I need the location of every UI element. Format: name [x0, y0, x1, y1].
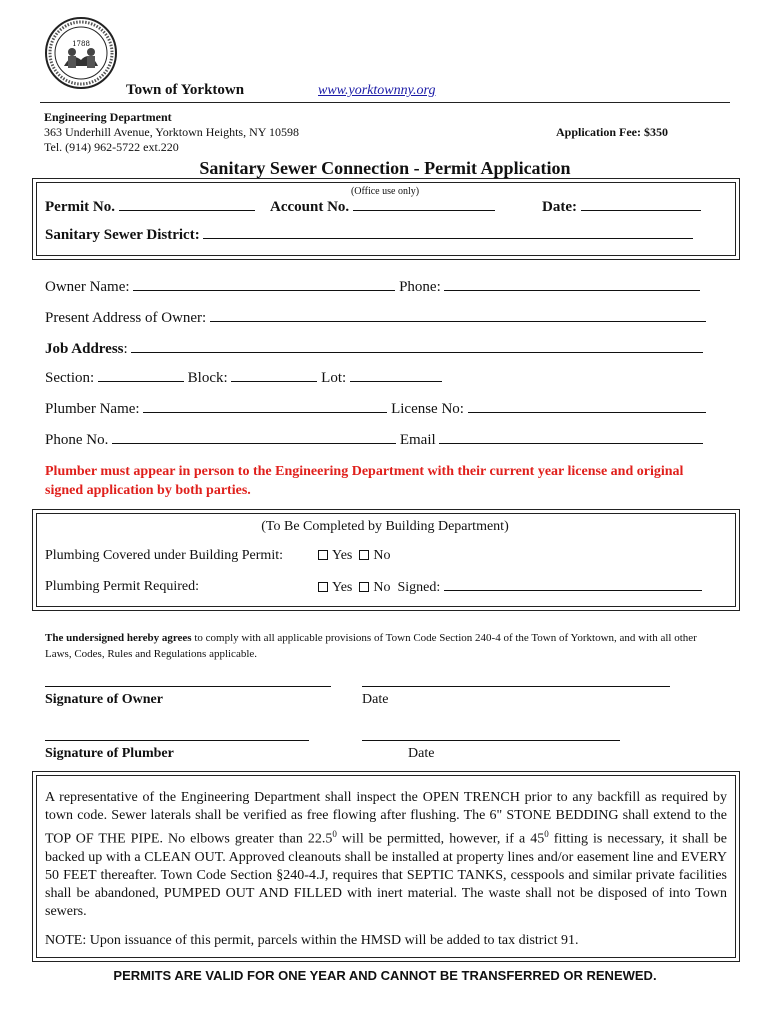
office-date-field[interactable]	[542, 199, 701, 216]
account-number-line[interactable]	[353, 199, 495, 211]
sewer-district-line[interactable]	[203, 227, 693, 239]
agreement-text	[45, 630, 725, 662]
required-no-label: No	[373, 580, 391, 595]
office-date-label: Date:	[542, 199, 577, 215]
section-label: Section:	[45, 370, 95, 386]
plumber-email-line[interactable]	[439, 432, 703, 444]
account-number-field[interactable]	[270, 199, 495, 216]
plumber-contact-row	[45, 432, 703, 449]
department-phone: Tel. (914) 962-5722 ext.220	[44, 140, 179, 154]
present-address-line[interactable]	[210, 310, 706, 322]
lot-line[interactable]	[350, 370, 442, 382]
present-address-row	[45, 310, 706, 327]
covered-no-label: No	[373, 548, 391, 563]
plumber-signature-line[interactable]	[45, 729, 309, 745]
plumber-signature-label: Signature of Plumber	[45, 746, 174, 761]
permit-number-label: Permit No.	[45, 199, 115, 215]
plumber-date-label: Date	[408, 746, 435, 761]
plumber-phone-label: Phone No.	[45, 432, 109, 448]
permit-required-choices	[318, 579, 702, 596]
covered-yes-label: Yes	[332, 548, 353, 563]
degree-superscript: 0	[544, 829, 549, 839]
office-use-note: (Office use only)	[350, 186, 420, 197]
permit-required-label: Plumbing Permit Required:	[45, 579, 199, 594]
application-fee: Application Fee: $350	[556, 125, 668, 139]
present-address-label: Present Address of Owner:	[45, 310, 207, 326]
sewer-district-field[interactable]	[45, 227, 693, 244]
department-name: Engineering Department	[44, 110, 172, 124]
permit-number-line[interactable]	[119, 199, 255, 211]
owner-row	[45, 279, 700, 296]
owner-date-label: Date	[362, 692, 389, 707]
owner-date-line[interactable]	[362, 675, 670, 691]
owner-phone-line[interactable]	[444, 279, 700, 291]
plumber-name-label: Plumber Name:	[45, 401, 140, 417]
owner-phone-label: Phone:	[399, 279, 441, 295]
hmsd-note: NOTE: Upon issuance of this permit, parcels within the HMSD will be added to tax district 91.	[45, 933, 579, 948]
section-line[interactable]	[98, 370, 184, 382]
sewer-district-label: Sanitary Sewer District:	[45, 227, 200, 243]
office-date-line[interactable]	[581, 199, 701, 211]
job-address-label: Job Address	[45, 341, 124, 357]
in-person-warning: Plumber must appear in person to the Engineering Department with their current year license and original signed application by both parties.	[45, 464, 684, 498]
building-department-title: (To Be Completed by Building Department)	[261, 519, 509, 534]
plumber-date-line[interactable]	[362, 729, 620, 745]
plumber-name-line[interactable]	[143, 401, 387, 413]
required-no-checkbox[interactable]	[359, 582, 369, 592]
covered-yes-checkbox[interactable]	[318, 550, 328, 560]
lot-label: Lot:	[321, 370, 347, 386]
plumber-phone-line[interactable]	[112, 432, 396, 444]
inspection-requirements-text: A representative of the Engineering Department shall inspect the OPEN TRENCH prior to any backfill as required by town code. Sewer laterals shall be verified as free flowing after flushing. The 6" STONE BEDDING shall extend to the TOP OF THE PIPE. No elbows greater than 22.5$^0$ will be permitted, however, if a $45^0$ fitting is necessary, it shall be backed up with a CLEAN OUT. Approved cleanouts shall be installed at property lines and/or easement line and EVERY 50 FEET thereafter. Town Code Section §240-4.J, requires that SEPTIC TANKS, cesspools and similar private facilities shall be abandoned, PUMPED OUT AND FILLED with inert material. The waste shall not be disposed of into Town sewers.	[45, 790, 727, 919]
owner-name-label: Owner Name:	[45, 279, 130, 295]
license-label: License No:	[391, 401, 464, 417]
town-name: Town of Yorktown	[126, 82, 245, 98]
plumber-email-label: Email	[399, 432, 436, 448]
validity-footer: PERMITS ARE VALID FOR ONE YEAR AND CANNOT BE TRANSFERRED OR RENEWED.	[113, 968, 657, 983]
department-address: 363 Underhill Avenue, Yorktown Heights, NY 10598	[44, 125, 299, 139]
building-signed-line[interactable]	[444, 579, 702, 591]
building-signed-label: Signed:	[397, 580, 441, 595]
website-link[interactable]: www.yorktownny.org	[318, 83, 436, 98]
agreement-rest: to comply with all applicable provisions of Town Code Section 240-4 of the Town of Yorktown, and with all other Laws, Codes, Rules and Regulations applicable.	[45, 632, 697, 660]
job-address-row: Job Address:	[45, 341, 703, 358]
plumber-row	[45, 401, 706, 418]
required-yes-checkbox[interactable]	[318, 582, 328, 592]
job-address-line[interactable]	[131, 341, 703, 353]
agreement-lead: The undersigned hereby agrees	[45, 632, 192, 644]
degree-superscript: 0	[332, 829, 337, 839]
license-line[interactable]	[468, 401, 706, 413]
covered-no-checkbox[interactable]	[359, 550, 369, 560]
form-title: Sanitary Sewer Connection - Permit Application	[199, 158, 571, 178]
required-yes-label: Yes	[332, 580, 353, 595]
block-label: Block:	[187, 370, 228, 386]
town-seal-logo	[44, 16, 118, 90]
permit-number-field[interactable]	[45, 199, 255, 216]
owner-signature-line[interactable]	[45, 675, 331, 691]
owner-signature-label: Signature of Owner	[45, 692, 163, 707]
block-line[interactable]	[231, 370, 317, 382]
header-divider	[40, 102, 730, 103]
plumbing-covered-label: Plumbing Covered under Building Permit:	[45, 548, 283, 563]
seal-year: 1788	[72, 40, 90, 48]
section-block-lot-row	[45, 370, 442, 387]
account-number-label: Account No.	[270, 199, 350, 215]
owner-name-line[interactable]	[133, 279, 395, 291]
plumbing-covered-choices	[318, 548, 391, 564]
